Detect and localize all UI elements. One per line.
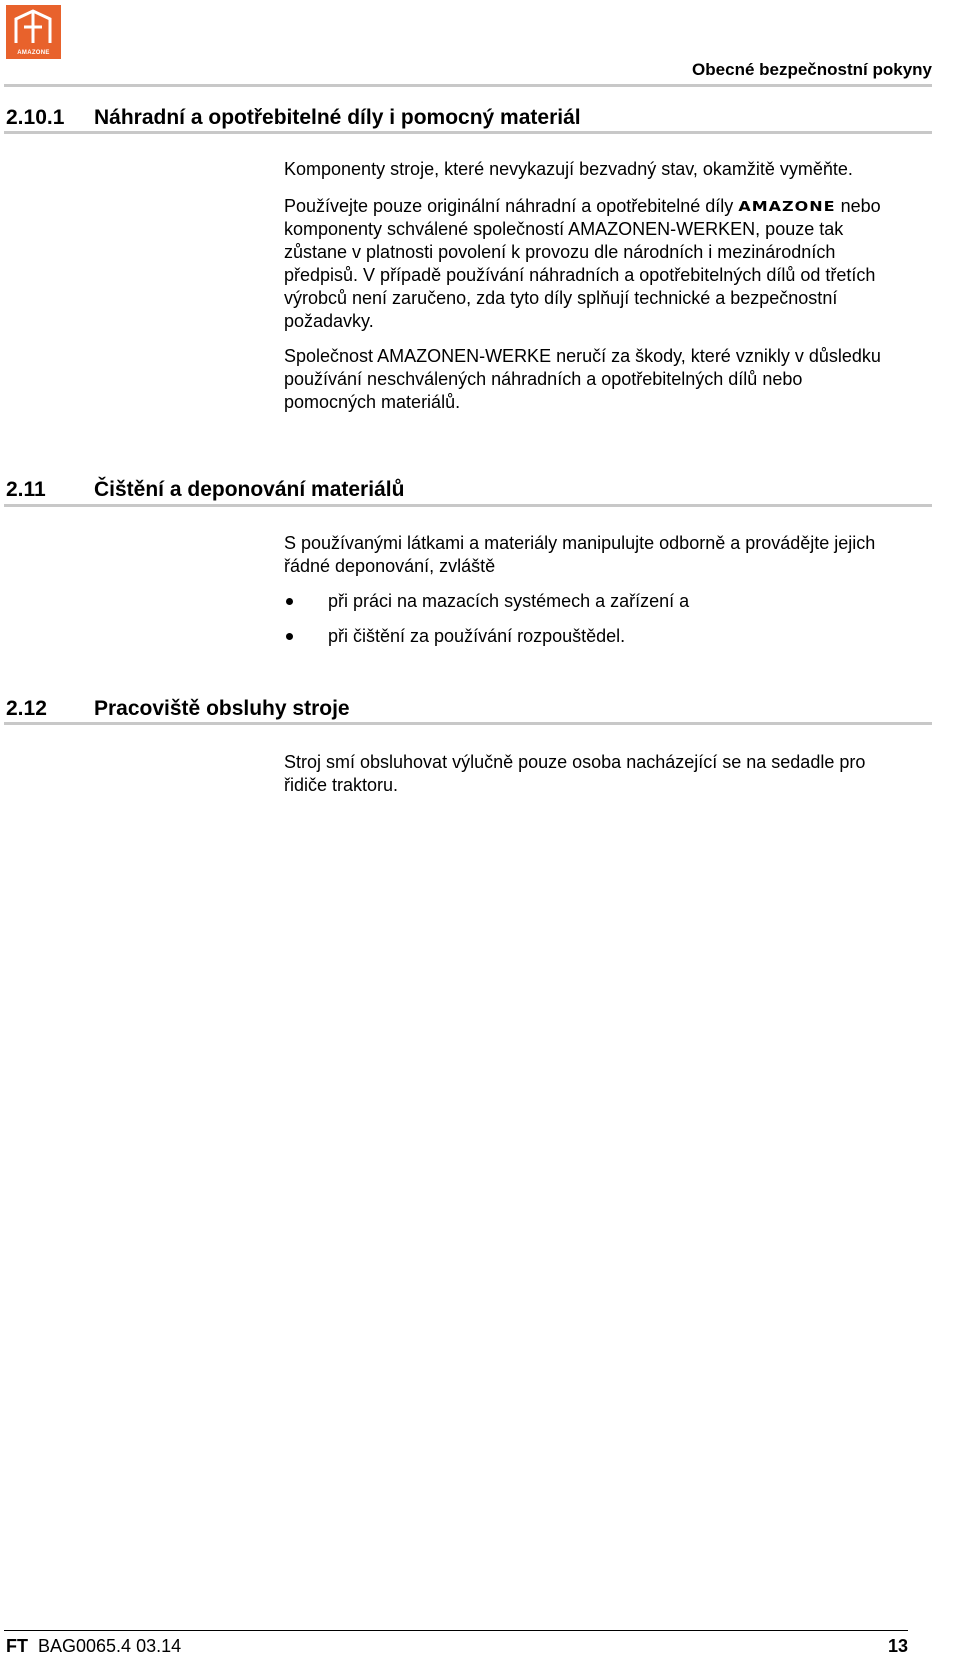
section-number: 2.11 <box>6 478 46 501</box>
section-title: Pracoviště obsluhy stroje <box>94 697 350 720</box>
list-item-text: při čištění za používání rozpouštědel. <box>328 626 626 646</box>
paragraph: Komponenty stroje, které nevykazují bezvadný stav, okamžitě vyměňte. <box>284 159 853 179</box>
list-item <box>284 625 898 648</box>
section-divider <box>4 131 932 134</box>
page-number: 13 <box>887 1636 908 1656</box>
paragraph: Stroj smí obsluhovat výlučně pouze osoba nacházející se na sedadle pro řidiče traktoru. <box>284 752 866 795</box>
seed-drill-icon <box>6 5 61 49</box>
section-number: 2.10.1 <box>6 106 65 129</box>
section-divider <box>4 722 932 725</box>
amazone-wordmark: AMAZONE <box>738 198 836 215</box>
header-divider <box>4 84 932 87</box>
footer-prefix: FT <box>6 1636 28 1656</box>
section-number: 2.12 <box>6 697 47 720</box>
section-title: Náhradní a opotřebitelné díly i pomocný materiál <box>94 106 581 129</box>
paragraph: Společnost AMAZONEN-WERKE neručí za škody, které vznikly v důsledku používání neschválených náhradních a opotřebitelných dílů nebo pomocných materiálů. <box>284 346 881 412</box>
section-title: Čištění a deponování materiálů <box>94 478 405 501</box>
footer-doc-info <box>6 1636 181 1657</box>
footer-divider <box>4 1630 908 1631</box>
bullet-icon <box>286 633 293 640</box>
bullet-list <box>284 590 898 660</box>
paragraph <box>284 195 898 333</box>
logo-wordmark: AMAZONE <box>17 50 50 56</box>
bullet-icon <box>286 598 293 605</box>
paragraph-text: Používejte pouze originální náhradní a opotřebitelné díly <box>284 196 734 216</box>
section-body <box>284 158 898 414</box>
page-header-title: Obecné bezpečnostní pokyny <box>692 60 932 79</box>
list-item-text: při práci na mazacích systémech a zařízení a <box>328 591 690 611</box>
footer-doc-id: BAG0065.4 03.14 <box>38 1636 182 1656</box>
section-body <box>284 751 898 797</box>
list-item <box>284 590 898 613</box>
section-divider <box>4 504 932 507</box>
amazone-logo <box>6 5 61 59</box>
paragraph: S používanými látkami a materiály manipulujte odborně a provádějte jejich řádné deponování, zvláště <box>284 533 876 576</box>
paragraph-text: nebo komponenty schválené společností AMAZONEN-WERKEN, pouze tak zůstane v platnosti povolení k provozu dle národních i mezinárodních předpisů. V případě používání náhradních a opotřebitelných dílů od třetích výrobců není zaručeno, zda tyto díly splňují technické a bezpečnostní požadavky. <box>284 196 881 331</box>
section-body <box>284 532 898 578</box>
